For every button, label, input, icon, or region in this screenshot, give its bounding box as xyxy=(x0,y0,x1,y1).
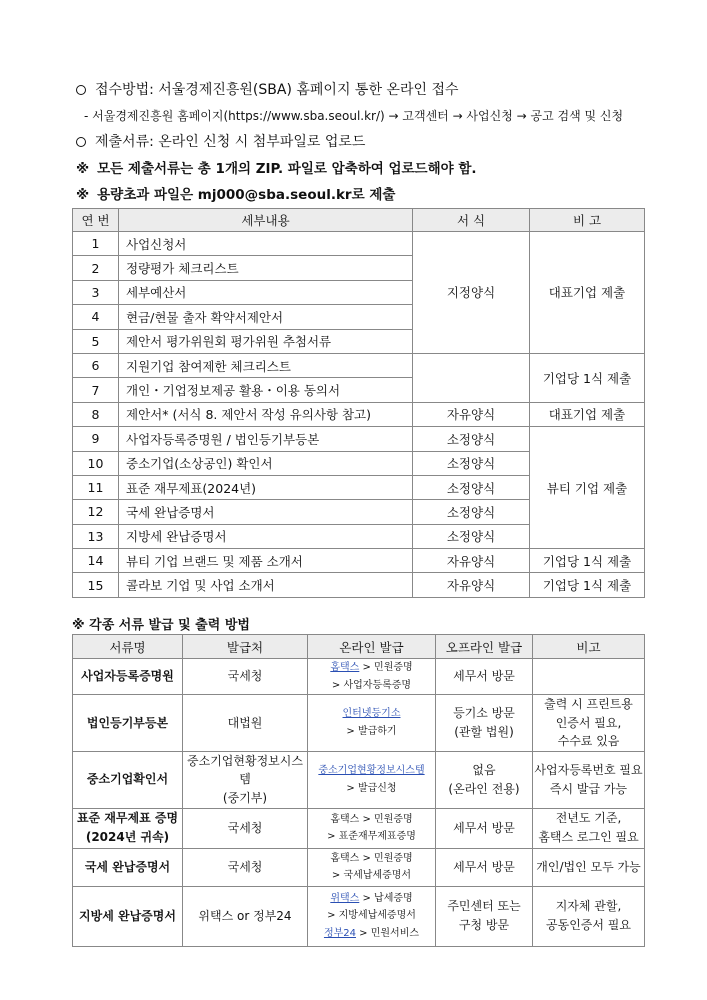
row-no: 3 xyxy=(73,280,119,304)
doc-name: 국세 완납증명서 xyxy=(73,848,183,886)
table-header-row xyxy=(73,635,645,659)
table-header-row xyxy=(73,209,645,232)
offline-issue: 주민센터 또는 구청 방문 xyxy=(436,886,533,946)
row-form: 자유양식 xyxy=(413,402,530,426)
note: 전년도 기준, 홈택스 로그인 필요 xyxy=(533,808,645,848)
header-issuer: 발급처 xyxy=(183,635,308,659)
row-desc: 사업자등록증명원 / 법인등기부등본 xyxy=(119,427,413,451)
table-row xyxy=(73,232,645,256)
row-no: 7 xyxy=(73,378,119,402)
issuance-methods-table xyxy=(72,634,645,947)
offline-issue: 없음 (온라인 전용) xyxy=(436,751,533,808)
header-no: 연 번 xyxy=(73,209,119,232)
row-note: 기업당 1식 제출 xyxy=(530,353,645,402)
row-desc: 개인・기업정보제공 활용・이용 동의서 xyxy=(119,378,413,402)
row-note: 대표기업 제출 xyxy=(530,402,645,426)
note-zip: ※ 모든 제출서류는 총 1개의 ZIP. 파일로 압축하여 업로드해야 함. xyxy=(76,161,477,177)
row-desc: 국세 완납증명서 xyxy=(119,500,413,524)
hometax-link[interactable]: 홈택스 xyxy=(330,662,360,673)
row-no: 1 xyxy=(73,232,119,256)
row-desc: 세부예산서 xyxy=(119,280,413,304)
header-note: 비고 xyxy=(533,635,645,659)
bullet-docs: 제출서류: 온라인 신청 시 첨부파일로 업로드 xyxy=(76,131,365,151)
row-desc: 콜라보 기업 및 사업 소개서 xyxy=(119,573,413,597)
table-row xyxy=(73,402,645,426)
note: 개인/법인 모두 가능 xyxy=(533,848,645,886)
row-desc: 정량평가 체크리스트 xyxy=(119,256,413,280)
row-note: 뷰티 기업 제출 xyxy=(530,427,645,549)
table-row xyxy=(73,659,645,695)
row-no: 2 xyxy=(73,256,119,280)
reference-mark-icon: ※ xyxy=(76,161,90,177)
table-row xyxy=(73,427,645,451)
row-desc: 현금/현물 출자 확약서제안서 xyxy=(119,305,413,329)
note xyxy=(533,659,645,695)
header-doc-name: 서류명 xyxy=(73,635,183,659)
row-form: 자유양식 xyxy=(413,549,530,573)
row-form: 소정양식 xyxy=(413,524,530,548)
table-row xyxy=(73,848,645,886)
note-oversize: ※ 용량초과 파일은 mj000@sba.seoul.kr로 제출 xyxy=(76,187,396,203)
online-issue: 인터넷등기소 > 발급하기 xyxy=(308,695,436,752)
sminfo-link[interactable]: 중소기업현황정보시스템 xyxy=(318,765,425,777)
row-form: 지정양식 xyxy=(413,232,530,354)
header-desc: 세부내용 xyxy=(119,209,413,232)
row-no: 14 xyxy=(73,549,119,573)
table-row xyxy=(73,695,645,752)
row-note: 기업당 1식 제출 xyxy=(530,573,645,597)
offline-issue: 세무서 방문 xyxy=(436,808,533,848)
row-note: 기업당 1식 제출 xyxy=(530,549,645,573)
note: 사업자등록번호 필요 즉시 발급 가능 xyxy=(533,751,645,808)
reference-mark-icon: ※ xyxy=(76,187,90,203)
online-issue: 홈택스 > 민원증명 > 국세납세증명서 xyxy=(308,848,436,886)
wetax-link[interactable]: 위택스 xyxy=(330,892,360,904)
submission-docs-table xyxy=(72,208,645,598)
doc-name: 법인등기부등본 xyxy=(73,695,183,752)
row-no: 15 xyxy=(73,573,119,597)
online-issue: 홈택스 > 민원증명 > 표준재무제표증명 xyxy=(308,808,436,848)
row-desc: 지방세 완납증명서 xyxy=(119,524,413,548)
issuer: 국세청 xyxy=(183,808,308,848)
iros-link[interactable]: 인터넷등기소 xyxy=(342,708,401,720)
row-no: 12 xyxy=(73,500,119,524)
doc-name: 사업자등록증명원 xyxy=(73,659,183,695)
offline-issue: 등기소 방문 (관할 법원) xyxy=(436,695,533,752)
issuer: 국세청 xyxy=(183,848,308,886)
row-form: 자유양식 xyxy=(413,573,530,597)
doc-name: 지방세 완납증명서 xyxy=(73,886,183,946)
row-no: 13 xyxy=(73,524,119,548)
row-no: 5 xyxy=(73,329,119,353)
row-desc: 뷰티 기업 브랜드 및 제품 소개서 xyxy=(119,549,413,573)
row-form: 소정양식 xyxy=(413,451,530,475)
table-row xyxy=(73,549,645,573)
table-row xyxy=(73,886,645,946)
row-form-blank xyxy=(413,353,530,402)
row-desc: 표준 재무제표(2024년) xyxy=(119,475,413,499)
online-issue: 중소기업현황정보시스템 > 발급신청 xyxy=(308,751,436,808)
offline-issue: 세무서 방문 xyxy=(436,659,533,695)
note: 지자체 관할, 공동인증서 필요 xyxy=(533,886,645,946)
issuer: 위택스 or 정부24 xyxy=(183,886,308,946)
row-desc: 제안서* (서식 8. 제안서 작성 유의사항 참고) xyxy=(119,402,413,426)
circle-bullet-icon xyxy=(76,137,86,147)
row-desc: 지원기업 참여제한 체크리스트 xyxy=(119,353,413,377)
row-form: 소정양식 xyxy=(413,427,530,451)
circle-bullet-icon xyxy=(76,85,86,95)
row-no: 6 xyxy=(73,353,119,377)
table-row xyxy=(73,751,645,808)
issuer: 대법원 xyxy=(183,695,308,752)
issuer: 국세청 xyxy=(183,659,308,695)
header-online: 온라인 발급 xyxy=(308,635,436,659)
row-no: 11 xyxy=(73,475,119,499)
row-no: 9 xyxy=(73,427,119,451)
row-form: 소정양식 xyxy=(413,500,530,524)
row-no: 8 xyxy=(73,402,119,426)
table-row xyxy=(73,573,645,597)
header-offline: 오프라인 발급 xyxy=(436,635,533,659)
section-title: ※ 각종 서류 발급 및 출력 방법 xyxy=(72,618,250,633)
offline-issue: 세무서 방문 xyxy=(436,848,533,886)
issuer: 중소기업현황정보시스템 (중기부) xyxy=(183,751,308,808)
table-row xyxy=(73,353,645,377)
bullet-method: 접수방법: 서울경제진흥원(SBA) 홈페이지 통한 온라인 접수 xyxy=(76,79,459,99)
row-no: 10 xyxy=(73,451,119,475)
row-desc: 사업신청서 xyxy=(119,232,413,256)
gov24-link[interactable]: 정부24 xyxy=(323,927,356,939)
row-desc: 제안서 평가위원회 평가위원 추첨서류 xyxy=(119,329,413,353)
online-issue: 홈택스 > 민원증명 > 사업자등록증명 xyxy=(308,659,436,695)
online-issue: 위택스 > 납세증명 > 지방세납세증명서 정부24 > 민원서비스 xyxy=(308,886,436,946)
row-form: 소정양식 xyxy=(413,475,530,499)
table-row xyxy=(73,808,645,848)
method-detail: - 서울경제진흥원 홈페이지(https://www.sba.seoul.kr/) → 고객센터 → 사업신청 → 공고 검색 및 신청 xyxy=(84,109,624,123)
row-no: 4 xyxy=(73,305,119,329)
doc-name: 표준 재무제표 증명 (2024년 귀속) xyxy=(73,808,183,848)
row-desc: 중소기업(소상공인) 확인서 xyxy=(119,451,413,475)
header-note: 비 고 xyxy=(530,209,645,232)
doc-name: 중소기업확인서 xyxy=(73,751,183,808)
note: 출력 시 프린트용 인증서 필요, 수수료 있음 xyxy=(533,695,645,752)
row-note: 대표기업 제출 xyxy=(530,232,645,354)
header-form: 서 식 xyxy=(413,209,530,232)
